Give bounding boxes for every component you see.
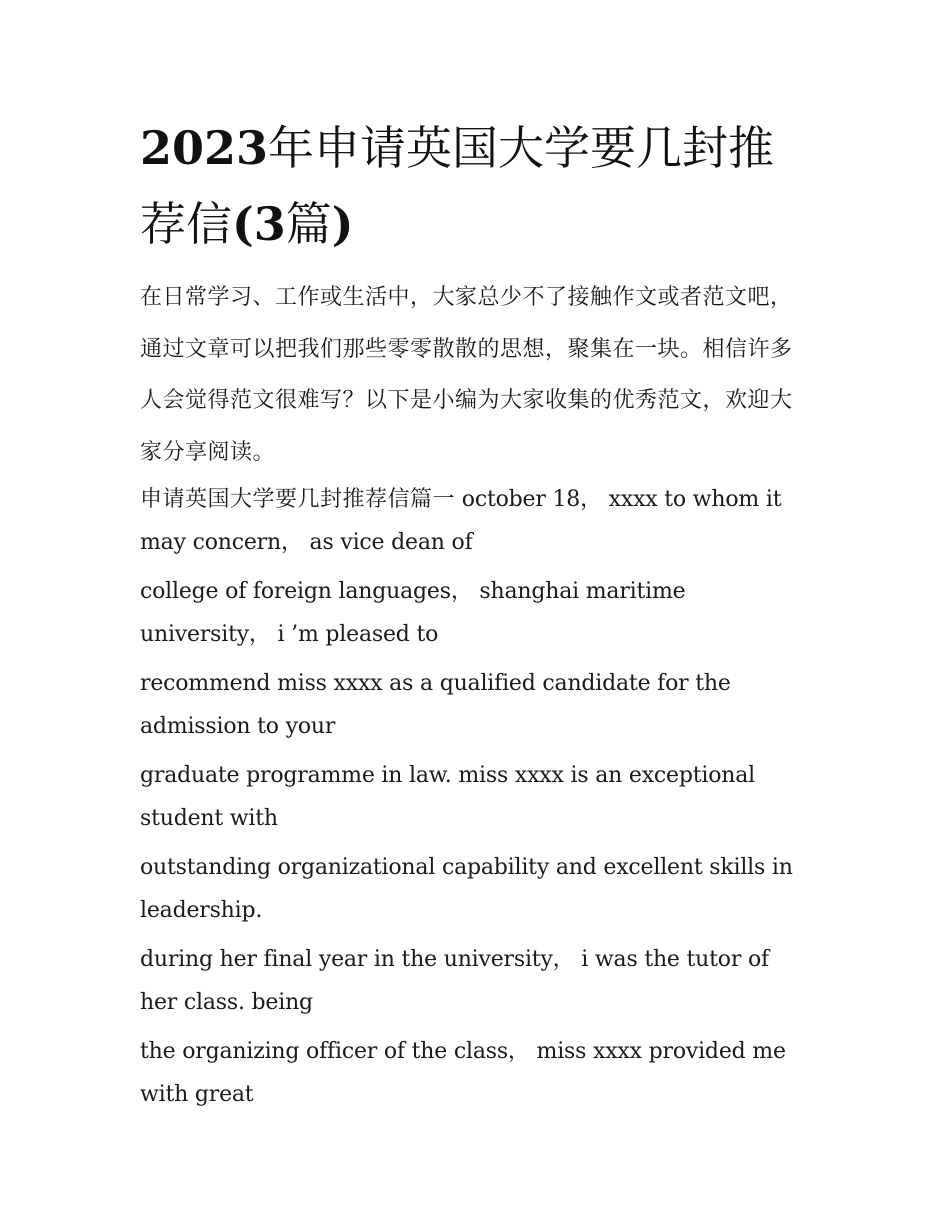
title-main: 年申请英国大学要几封推荐信 [140, 121, 775, 251]
document-title [140, 110, 812, 262]
title-count-prefix: (3 [232, 197, 286, 251]
letter-body [140, 478, 812, 1116]
letter-paragraph: recommend miss xxxx as a qualified candidate for the admission to your [140, 671, 731, 739]
title-year: 2023 [140, 121, 269, 175]
letter-paragraph: college of foreign languages， shanghai maritime university， i ’m pleased to [140, 579, 686, 647]
title-count-suffix: ) [331, 197, 354, 251]
letter-paragraph: the organizing officer of the class， miss xxxx provided me with great [140, 1039, 786, 1107]
letter-paragraph: during her final year in the university， i was the tutor of her class. being [140, 947, 769, 1015]
letter-paragraph: graduate programme in law. miss xxxx is an exceptional student with [140, 763, 755, 831]
letter-paragraph [140, 478, 812, 564]
document-page [140, 110, 812, 1116]
intro-paragraph: 在日常学习、工作或生活中，大家总少不了接触作文或者范文吧，通过文章可以把我们那些零零散散的思想，聚集在一块。相信许多人会觉得范文很难写？以下是小编为大家收集的优秀范文，欢迎大家分享阅读。 [140, 285, 793, 465]
title-count-cn: 篇 [285, 197, 332, 251]
letter-line-1: october 18， xxxx to whom it may concern， as vice dean of [140, 487, 782, 555]
letter-heading: 申请英国大学要几封推荐信篇一 [140, 487, 456, 512]
letter-paragraph: outstanding organizational capability and excellent skills in leadership. [140, 855, 793, 923]
